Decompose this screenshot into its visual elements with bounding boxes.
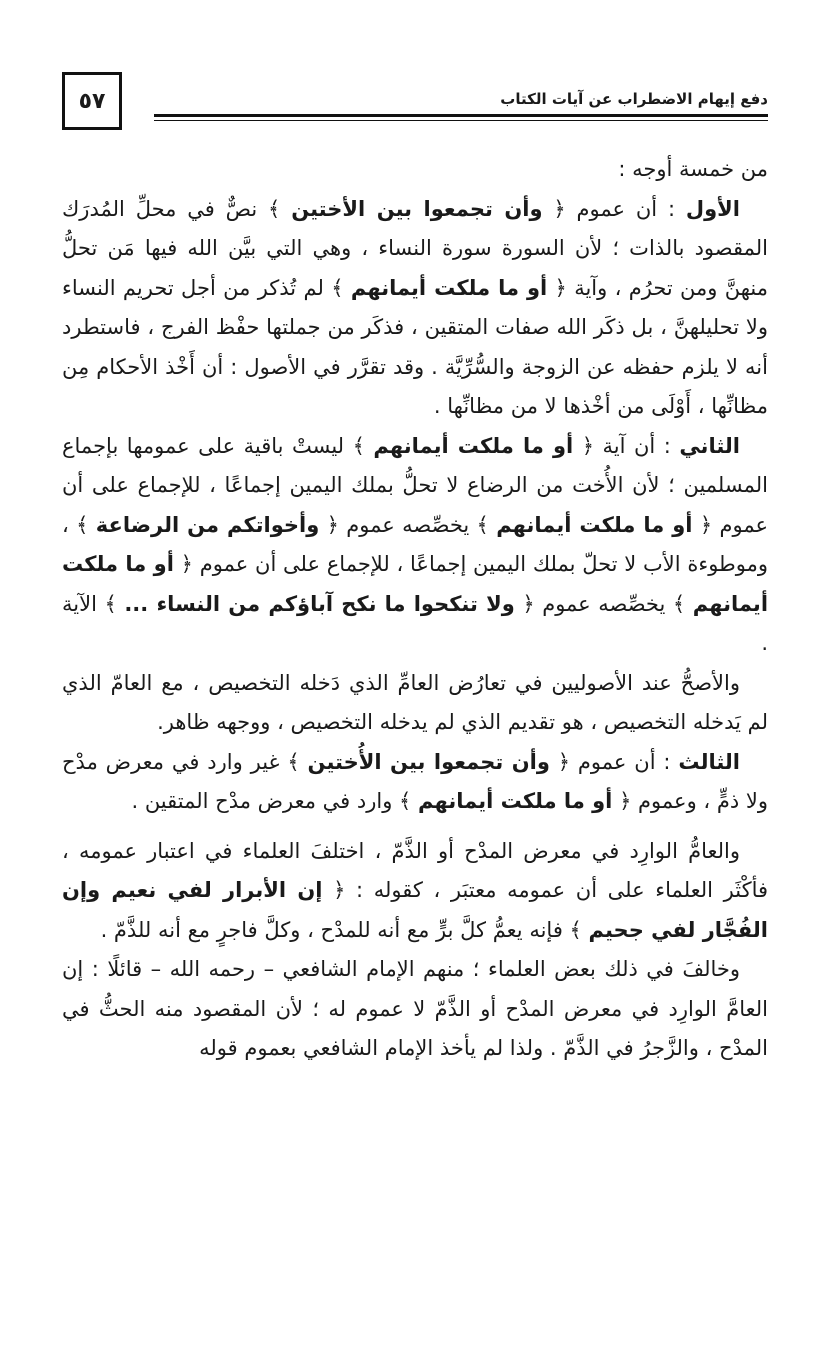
verse-text: وأن تجمعوا بين الأختين [291, 196, 543, 221]
running-title: دفع إيهام الاضطراب عن آيات الكتاب [500, 90, 768, 108]
body-text: يخصِّصه عموم [338, 512, 477, 537]
verse-open-bracket: ﴿ [549, 749, 571, 774]
point-heading: الثاني [679, 433, 740, 458]
body-text: : أن آية [594, 433, 680, 458]
quran-verse [268, 197, 566, 221]
body-text: نصٌّ في محلِّ المُدرَك المقصود بالذات ؛ لأن السورة سورة النساء ، وهي التي بيَّن الله فيها مَن تحلُّ منهنَّ ومن تحرُم ، وآية [62, 196, 769, 300]
quran-verse [104, 592, 534, 616]
page-header [62, 72, 768, 134]
page-body [62, 150, 768, 1069]
body-text: الآية . [62, 591, 768, 655]
paragraph [62, 664, 768, 743]
body-text: : أن عموم [565, 196, 686, 221]
verse-text: إن الأبرار لفي نعيم وإن الفُجَّار لفي جحيم [62, 878, 768, 942]
paragraph [62, 427, 768, 664]
paragraph [62, 832, 768, 951]
verse-open-bracket: ﴿ [542, 196, 566, 221]
body-text: لم تُذكر من أجل تحريم النساء ولا تحليلهنَّ ، بل ذكَر الله صفات المتقين ، فذكَر من جملتها حفْظ الفرج ، فاستطرد أنه لا يلزم حفظه عن الزوجة والسُّرِّيَّة . وقد تقرَّر في الأصول : أن أَخْذ الأحكام مِن مظانِّها ، أَوْلَى من أخْذها لا من مظانِّها . [62, 275, 768, 418]
verse-close-bracket: ﴾ [476, 512, 497, 537]
paragraph [62, 743, 768, 822]
quran-verse [331, 276, 567, 300]
verse-text: أو ما ملكت أيمانهم [350, 275, 548, 300]
quran-verse [76, 513, 339, 537]
verse-text: وأن تجمعوا بين الأُختين [307, 749, 550, 774]
verse-text: ولا تنكحوا ما نكح آباؤكم من النساء ... [124, 591, 515, 616]
quran-verse [399, 789, 631, 813]
verse-open-bracket: ﴿ [612, 789, 632, 813]
verse-open-bracket: ﴿ [547, 275, 567, 300]
body-text: والعامُّ الوارِد في معرض المدْح أو الذَّمّ ، اختلفَ العلماء في اعتبار عمومه ، فأكْثَر العلماء على أن عمومه معتبَر ، كقوله : [62, 838, 769, 902]
verse-close-bracket: ﴾ [104, 591, 125, 616]
verse-text: أو ما ملكت أيمانهم [373, 433, 574, 458]
verse-close-bracket: ﴾ [287, 749, 308, 774]
body-text: يخصِّصه عموم [534, 591, 673, 616]
verse-open-bracket: ﴿ [514, 591, 535, 616]
verse-open-bracket: ﴿ [322, 878, 346, 902]
point-heading: الثالث [678, 749, 741, 774]
header-rule-thick [154, 114, 768, 117]
verse-text: أو ما ملكت أيمانهم [418, 789, 613, 813]
verse-close-bracket: ﴾ [268, 196, 292, 221]
verse-open-bracket: ﴿ [692, 512, 713, 537]
body-text: ليستْ باقية على عمومها بإجماع المسلمين ؛ لأن الأُخت من الرضاع لا تحلُّ بملك اليمين إجماعًا ، للإجماع على أن عموم [62, 433, 769, 537]
verse-close-bracket: ﴾ [672, 591, 693, 616]
paragraph [62, 950, 768, 1069]
verse-close-bracket: ﴾ [352, 433, 374, 458]
body-text: ، وموطوءة الأب لا تحلّ بملك اليمين إجماعًا ، للإجماع على أن عموم [62, 512, 769, 576]
body-text: والأصحُّ عند الأصوليين في تعارُض العامِّ الذي دَخله التخصيص ، مع العامّ الذي لم يَدخله التخصيص ، هو تقديم الذي لم يدخله التخصيص ، ووجهه ظاهر. [62, 670, 768, 734]
verse-text: أو ما ملكت أيمانهم [496, 512, 693, 537]
verse-close-bracket: ﴾ [399, 789, 419, 813]
body-text: : أن عموم [570, 749, 679, 774]
verse-close-bracket: ﴾ [331, 275, 351, 300]
body-text: وارد في معرض مدْح المتقين . [131, 789, 400, 813]
verse-close-bracket: ﴾ [569, 917, 589, 942]
body-text: وخالفَ في ذلك بعض العلماء ؛ منهم الإمام الشافعي – رحمه الله – قائلًا : إن العامَّ الوارِد في معرض المدْح أو الذَّمّ لا عموم له ؛ لأن المقصود منه الحثُّ في المدْح ، والزَّجرُ في الذَّمّ . ولذا لم يأخذ الإمام الشافعي بعموم قوله [62, 957, 768, 1060]
verse-open-bracket: ﴿ [173, 552, 193, 576]
header-rule-thin [154, 120, 768, 121]
verse-close-bracket: ﴾ [76, 512, 96, 537]
paragraph [62, 150, 768, 190]
verse-open-bracket: ﴿ [573, 433, 595, 458]
verse-open-bracket: ﴿ [319, 512, 339, 537]
body-text: فإنه يعمُّ كلَّ برٍّ مع أنه للمدْح ، وكلَّ فاجرٍ مع أنه للذَّمّ . [100, 917, 570, 942]
page-number-box [62, 72, 122, 130]
point-heading: الأول [685, 196, 741, 221]
body-text: غير وارد في معرض مدْح ولا ذمٍّ ، وعموم [62, 749, 768, 813]
quran-verse [287, 750, 570, 774]
paragraph [62, 190, 768, 427]
body-text: من خمسة أوجه : [618, 157, 768, 181]
quran-verse [353, 434, 594, 458]
page-number: ٥٧ [78, 88, 106, 114]
verse-text: أو ما ملكت أيمانهم [62, 552, 769, 616]
verse-text: وأخواتكم من الرضاعة [95, 512, 320, 537]
quran-verse [477, 513, 713, 537]
